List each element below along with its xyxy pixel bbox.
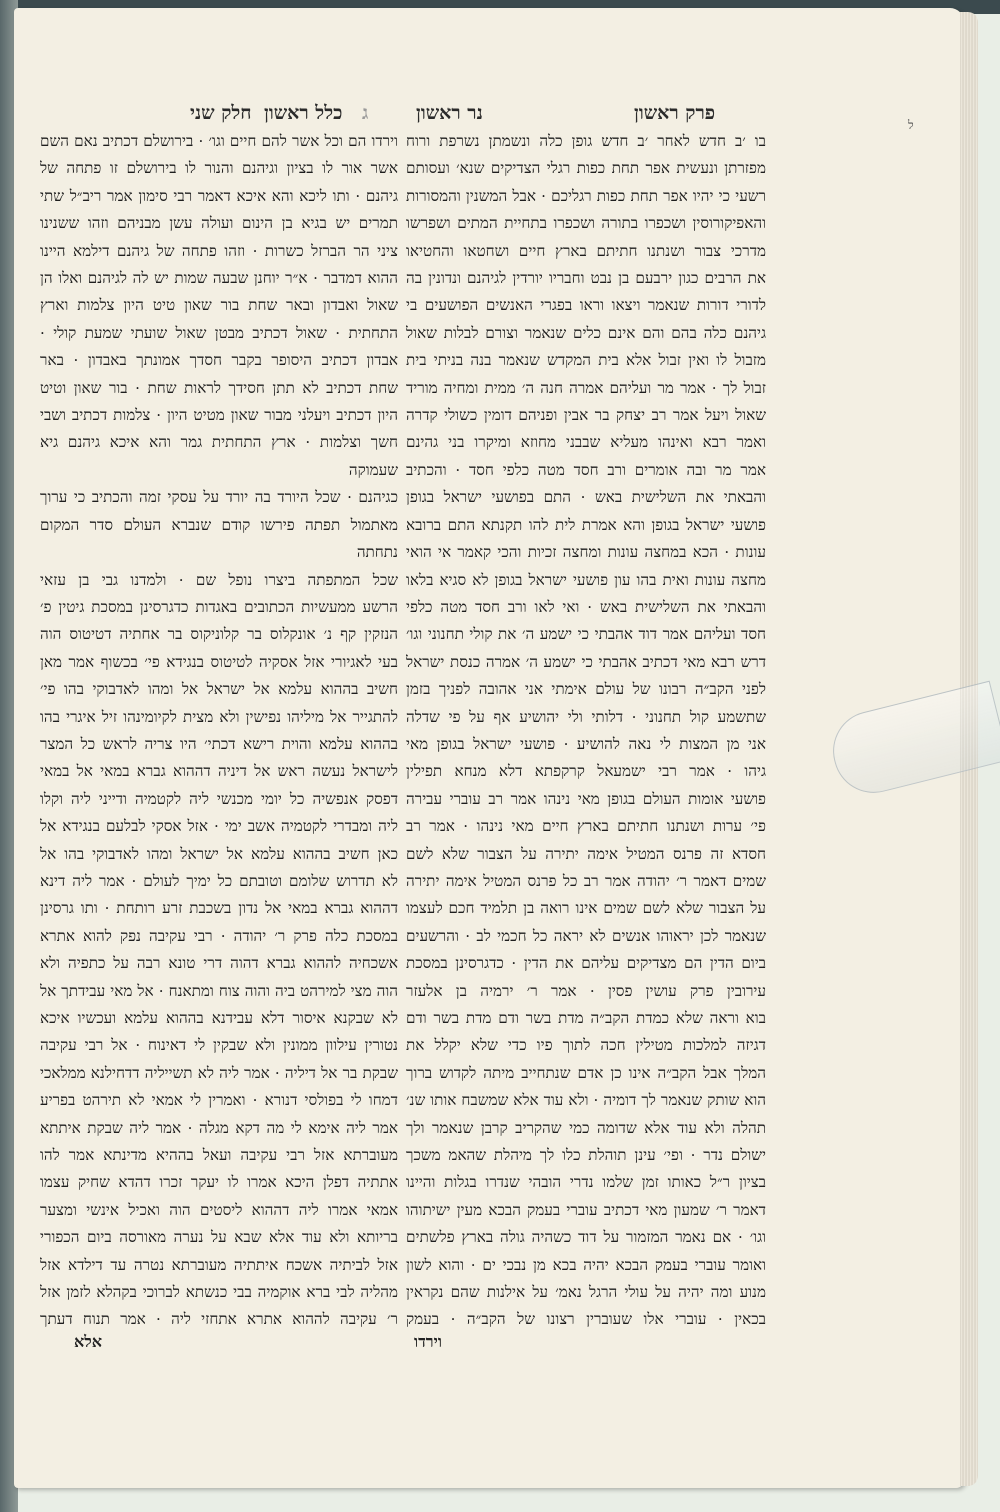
text-line: גיהנם · ותו ליכא והא איכא דאמר רבי סימון אמר ריב״ל שתי	[40, 186, 398, 205]
text-line: בציון ר״ל כאותו זמן שלמו נדרי הובהי שנדרו בגלות והיינו	[406, 1173, 766, 1192]
text-line: שתשמע קול תחנוני · דלותי ולי יהושיע אף על פי שדלה	[406, 707, 766, 726]
text-line: על הצבור שלא לשם שמים אינו רואה בן תלמיד חכם לעצמו	[406, 899, 766, 918]
catchword-left: אלא	[74, 1332, 103, 1351]
text-line: לא שבקנא איסור דלא עבידנא בההוא עלמא ועכשיו איכא	[40, 1009, 398, 1027]
text-line: שמים דאמר ר׳ יהודה אמר רב כל פרנס המטיל אימה יתירה	[406, 871, 766, 890]
text-line: בכאין · עוברי אלו שעוברין רצונו של הקב״ה · בעמק	[406, 1310, 766, 1328]
text-line: גיהנם כלה בהם והם אינם כלים שנאמר וצורם לבלות שאול	[406, 323, 766, 342]
text-line: אשכחיה לההוא גברא דהוה דרי טונא רבה על כתפיה ולא	[40, 954, 398, 973]
text-line: לפני הקב״ה רבונו של עולם אימתי אני אהובה לפניך בזמן	[406, 680, 766, 699]
text-line: עונות · הכא במחצה עונות ומחצה זכיות והכי קאמר אי הואי	[406, 543, 766, 562]
text-line: הרשע ממעשיות הכתובים באגדות כדגרסינן במסכת גיטין פ׳	[40, 597, 398, 616]
text-line: ואומר עוברי בעמק הבכא יהיה בכא מן נבכי ים · והוא לשון	[406, 1255, 766, 1274]
text-line: זבול לך · אמר מר ועליהם אמרה חנה ה׳ ממית ומחיה מוריד	[406, 378, 766, 397]
text-line: בו ׳ב חדש לאחר ׳ב חדש גופן כלה ונשמתן נשרפת ורוח	[406, 132, 766, 150]
text-line: וגו׳ · אם נאמר המזמור על דוד כשהיה גולה בארץ פלשתים	[406, 1228, 766, 1247]
text-line: והבאתי את השלישית באש · התם בפושעי ישראל בגופן	[406, 488, 766, 507]
header-chapter: פרק ראשון	[634, 102, 716, 124]
text-line: בההוא עלמא והוית רישא דכתי׳ היו צריה לראש כל המצר	[40, 734, 398, 753]
text-line: לישראל נעשה ראש אל דיניה דההוא גברא במאי אל במאי	[40, 762, 398, 781]
text-line: מחצה עונות ואית בהו עון פושעי ישראל בגופן לא סגיא בלאו	[406, 570, 766, 589]
header-margin-numeral: ג	[362, 102, 369, 124]
text-line: ציני הר הברזל כשרות · וזהו פתחה של גיהנם דילמא היינו	[40, 241, 398, 260]
text-line: שאול ויעל אמר רב יצחק בר אבין ופניהם דומין כשולי קדרה	[406, 406, 766, 425]
text-line: תמרים יש בגיא בן הינום ועולה עשן מבניהם וזהו ששנינו	[40, 214, 398, 233]
text-line: אמר מר ובה אומרים ורב חסד מטה כלפי חסד · והכתיב	[406, 460, 766, 479]
text-line: כאן חשיב בההוא עלמא אל ישראל ומהו לאדבוקי בהו אל	[40, 844, 398, 863]
text-line: פי׳ ערות ושנתנו חתיתם בארץ חיים מאי נינהו · אמר רב	[406, 817, 766, 836]
text-line: רשעי כי יהיו אפר תחת כפות רגליכם · אבל המשנין והמסורות	[406, 186, 766, 205]
text-line: אתתיה דפלן היכא אמרו לו יעקר זכרו דהדא שחיק עצמו	[40, 1173, 398, 1192]
text-line: המלך אבל הקב״ה אינו כן אדם שנתחייב מיתה לקדוש ברוך	[406, 1063, 766, 1082]
text-line: ליה ומבדרי לקטמיה אשב ימי · אזל אסקי לבלעם בנגידא אל	[40, 817, 398, 836]
text-line: הנזקין קף נ׳ אונקלוס בר קלוניקוס בר אחתיה דטיטוס הוה	[40, 625, 398, 644]
text-line: אמר ליה אימא לי מה דקא מגלה · אמר ליה שבקת איתתא	[40, 1118, 398, 1137]
running-header	[40, 102, 880, 128]
text-line: והאפיקורוסין ושכפרו בתורה ושכפרו בתחיית המתים ושפרשו	[406, 214, 766, 233]
text-line: חסדא זה פרנס המטיל אימה יתירה על הצבור שלא לשם	[406, 844, 766, 863]
text-line: ר׳ עקיבה לההוא אתרא אתחזי ליה · אמר תנוח דעתך	[40, 1310, 398, 1328]
text-line: מפזרתן ונעשית אפר תחת כפות רגלי הצדיקים שנא׳ ועסותם	[406, 159, 766, 178]
text-line: מאתמול תפתה פירשו קודם שנברא העולם סדר המקום נתחתה	[40, 515, 398, 562]
text-line: דרש רבא מאי דכתיב אהבתי כי ישמע ה׳ אמרה כנסת ישראל	[406, 652, 766, 671]
text-line: שחת דכתיב לא תתן חסידך לראות שחת · בור שאון וטיט	[40, 378, 398, 397]
text-line: שבקת בר אל דיליה · אמר ליה לא תשייליה דדחילנא ממלאכי	[40, 1063, 398, 1082]
text-line: עירובין פרק עושין פסין · אמר ר׳ ירמיה בן אלעזר	[406, 981, 766, 1000]
text-line: חשיב בההוא עלמא אל ישראל אל ומהו לאדבוקי בהו פי׳	[40, 680, 398, 699]
text-line: הוה מצי למירהט ביה והוה צוח ומתאנח · אל מאי עבידתך אל	[40, 981, 398, 1000]
text-line: נטורין עילוון ממונין ולא שבקין לי דאינוח · אל רבי עקיבה	[40, 1036, 398, 1055]
text-line: אזל לביתיה אשכח איתתיה מעוברתא נטרה עד דילדא אזל	[40, 1255, 398, 1274]
text-line: בעי לאגיורי אזל אסקיה לטיטוס בנגידא פי׳ בכשוף אמר מאן	[40, 652, 398, 671]
text-line: פושעי אומות העולם בגופן מאי נינהו אמר רב עוברי עבירה	[406, 789, 766, 808]
text-line: דפסק אנפשיה כל יומי מכנשי ליה לקטמיה ודייני ליה וקלו	[40, 789, 398, 808]
text-line: מדרכי צבור ושנתנו חתיתם בארץ חיים ושחטאו והחטיאו	[406, 241, 766, 260]
text-column-left	[40, 128, 398, 1328]
text-line: אבדון דכתיב היסופר בקבר חסדך אמונתך באבדון · באר	[40, 351, 398, 370]
text-line: דמחו לי בפולסי דנורא · ואמרין לי אמאי לא תירהט בפריע	[40, 1091, 398, 1110]
text-line: תהלה ולא עוד אלא שדומה כמי שהקריב קרבן שנאמר ולך	[406, 1118, 766, 1137]
folio-mark: ל	[908, 118, 914, 132]
text-line: מנוע ומה יהיה על עולי הרגל נאמ׳ על אילנות שהם נקראין	[406, 1283, 766, 1302]
text-line: אמאי אמרו ליה דההוא ליסטים הוה ואכיל אינשי ומצער	[40, 1200, 398, 1219]
text-line: התחתית · שאול דכתיב מבטן שאול שועתי שמעת קולי ·	[40, 323, 398, 342]
text-line: ואמר רבא ואינהו מעליא שבבני מחוזא ומיקרו בני גהינם	[406, 433, 766, 452]
text-line: היון דכתיב ויעלני מבור שאון מטיט היון · צלמות דכתיב ושבי	[40, 406, 398, 425]
text-line: מזבול לו ואין זבול אלא בית המקדש שנאמר בנה בניתי בית	[406, 351, 766, 370]
text-line: כגיהנם · שכל היורד בה יורד על עסקי זמה והכתיב כי ערוך	[40, 488, 398, 507]
text-line: ביום הדין הם מצדיקים עליהם את הדין · כדגרסינן במסכת	[406, 954, 766, 973]
text-line: דגיזה למלכות מטילין חכה לתוך פיו כדי שלא יקלל את	[406, 1036, 766, 1055]
text-line: מעוברתא אזל רבי עקיבה ועאל בההיא מדינתא אמר להו	[40, 1146, 398, 1165]
text-line: ההוא דמדבר · א״ר יוחנן שבעה שמות יש לה לגיהנם ואלו הן	[40, 269, 398, 288]
text-line: שנאמר לכן יראוהו אנשים לא יראה כל חכמי לב · והרשעים	[406, 926, 766, 945]
text-line: מהליה לבי ברא אוקמיה בבי כנשתא לברוכי בקהלא לזמן אזל	[40, 1283, 398, 1302]
text-line: בריותא ולא עוד אלא שבא על נערה מאורסה ביום הכפורי	[40, 1228, 398, 1247]
catchword-right: וירדו	[414, 1332, 442, 1351]
text-line: הוא שותק שנאמר לך דומיה · ולא עוד אלא שמשבח אותו שנ׳	[406, 1091, 766, 1110]
text-line: גיהו · אמר רבי ישמעאל קרקפתא דלא מנחא תפילין	[406, 762, 766, 781]
text-line: דאמר ר׳ שמעון מאי דכתיב עוברי בעמק הבכא מעין ישיתוהו	[406, 1200, 766, 1219]
header-rule: כלל ראשון	[264, 102, 343, 124]
text-line: חשך וצלמות · ארץ התחתית גמר והא איכא גיהנם גיא שעמוקה	[40, 433, 398, 479]
text-line: אני מן המצות לי נאה להושיע · פושעי ישראל בגופן מאי	[406, 734, 766, 753]
text-line: פושעי ישראל בגופן והא אמרת לית להו תקנתא התם ברובא	[406, 515, 766, 534]
text-line: דההוא גברא במאי אל נדון בשכבת זרע רותחת · ותו גרסינן	[40, 899, 398, 918]
text-line: במסכת כלה פרק ר׳ יהודה · רבי עקיבה נפק להוא אתרא	[40, 926, 398, 945]
text-column-right	[406, 128, 766, 1328]
text-line: והבאתי את השלישית באש · ואי לאו ורב חסד מטה כלפי	[406, 597, 766, 616]
text-line: אשר אור לו בציון וגיהנם והנור לו בירושלם זו פתחה של	[40, 159, 398, 178]
text-line: שאול ואבדון ובאר שחת בור שאון טיט היון צלמות וארץ	[40, 296, 398, 315]
header-part-left: חלק שני	[190, 102, 252, 124]
text-line: בוא וראה שלא כמדת הקב״ה מדת בשר ודם מדת בשר ודם	[406, 1009, 766, 1027]
text-line: שכל המתפתה ביצרו נופל שם · ולמדנו גבי בן עזאי	[40, 570, 398, 589]
text-line: ישולם נדר · ופי׳ עינן תוהלת כלו לך מיהלת שהאמ משכך	[406, 1146, 766, 1165]
text-line: את הרבים כגון ירבעם בן נבט וחבריו יורדין לגיהנם ונדונין בה	[406, 269, 766, 288]
text-line: לדורי דורות שנאמר ויצאו וראו בפגרי האנשים הפושעים בי	[406, 296, 766, 315]
header-part-right: נר ראשון	[416, 102, 483, 124]
text-line: להתגייר אל מיליהו נפישין ולא מצית לקיומינהו זיל איגרי בהו	[40, 707, 398, 726]
text-line: לא תדרוש שלומם וטובתם כל ימיך לעולם · אמר ליה דינא	[40, 871, 398, 890]
text-line: חסד ועליהם אמר דוד אהבתי כי ישמע ה׳ את קולי תחנוני וגו׳	[406, 625, 766, 644]
text-line: וירדו הם וכל אשר להם חיים וגו׳ · בירושלם דכתיב נאם השם	[40, 132, 398, 150]
